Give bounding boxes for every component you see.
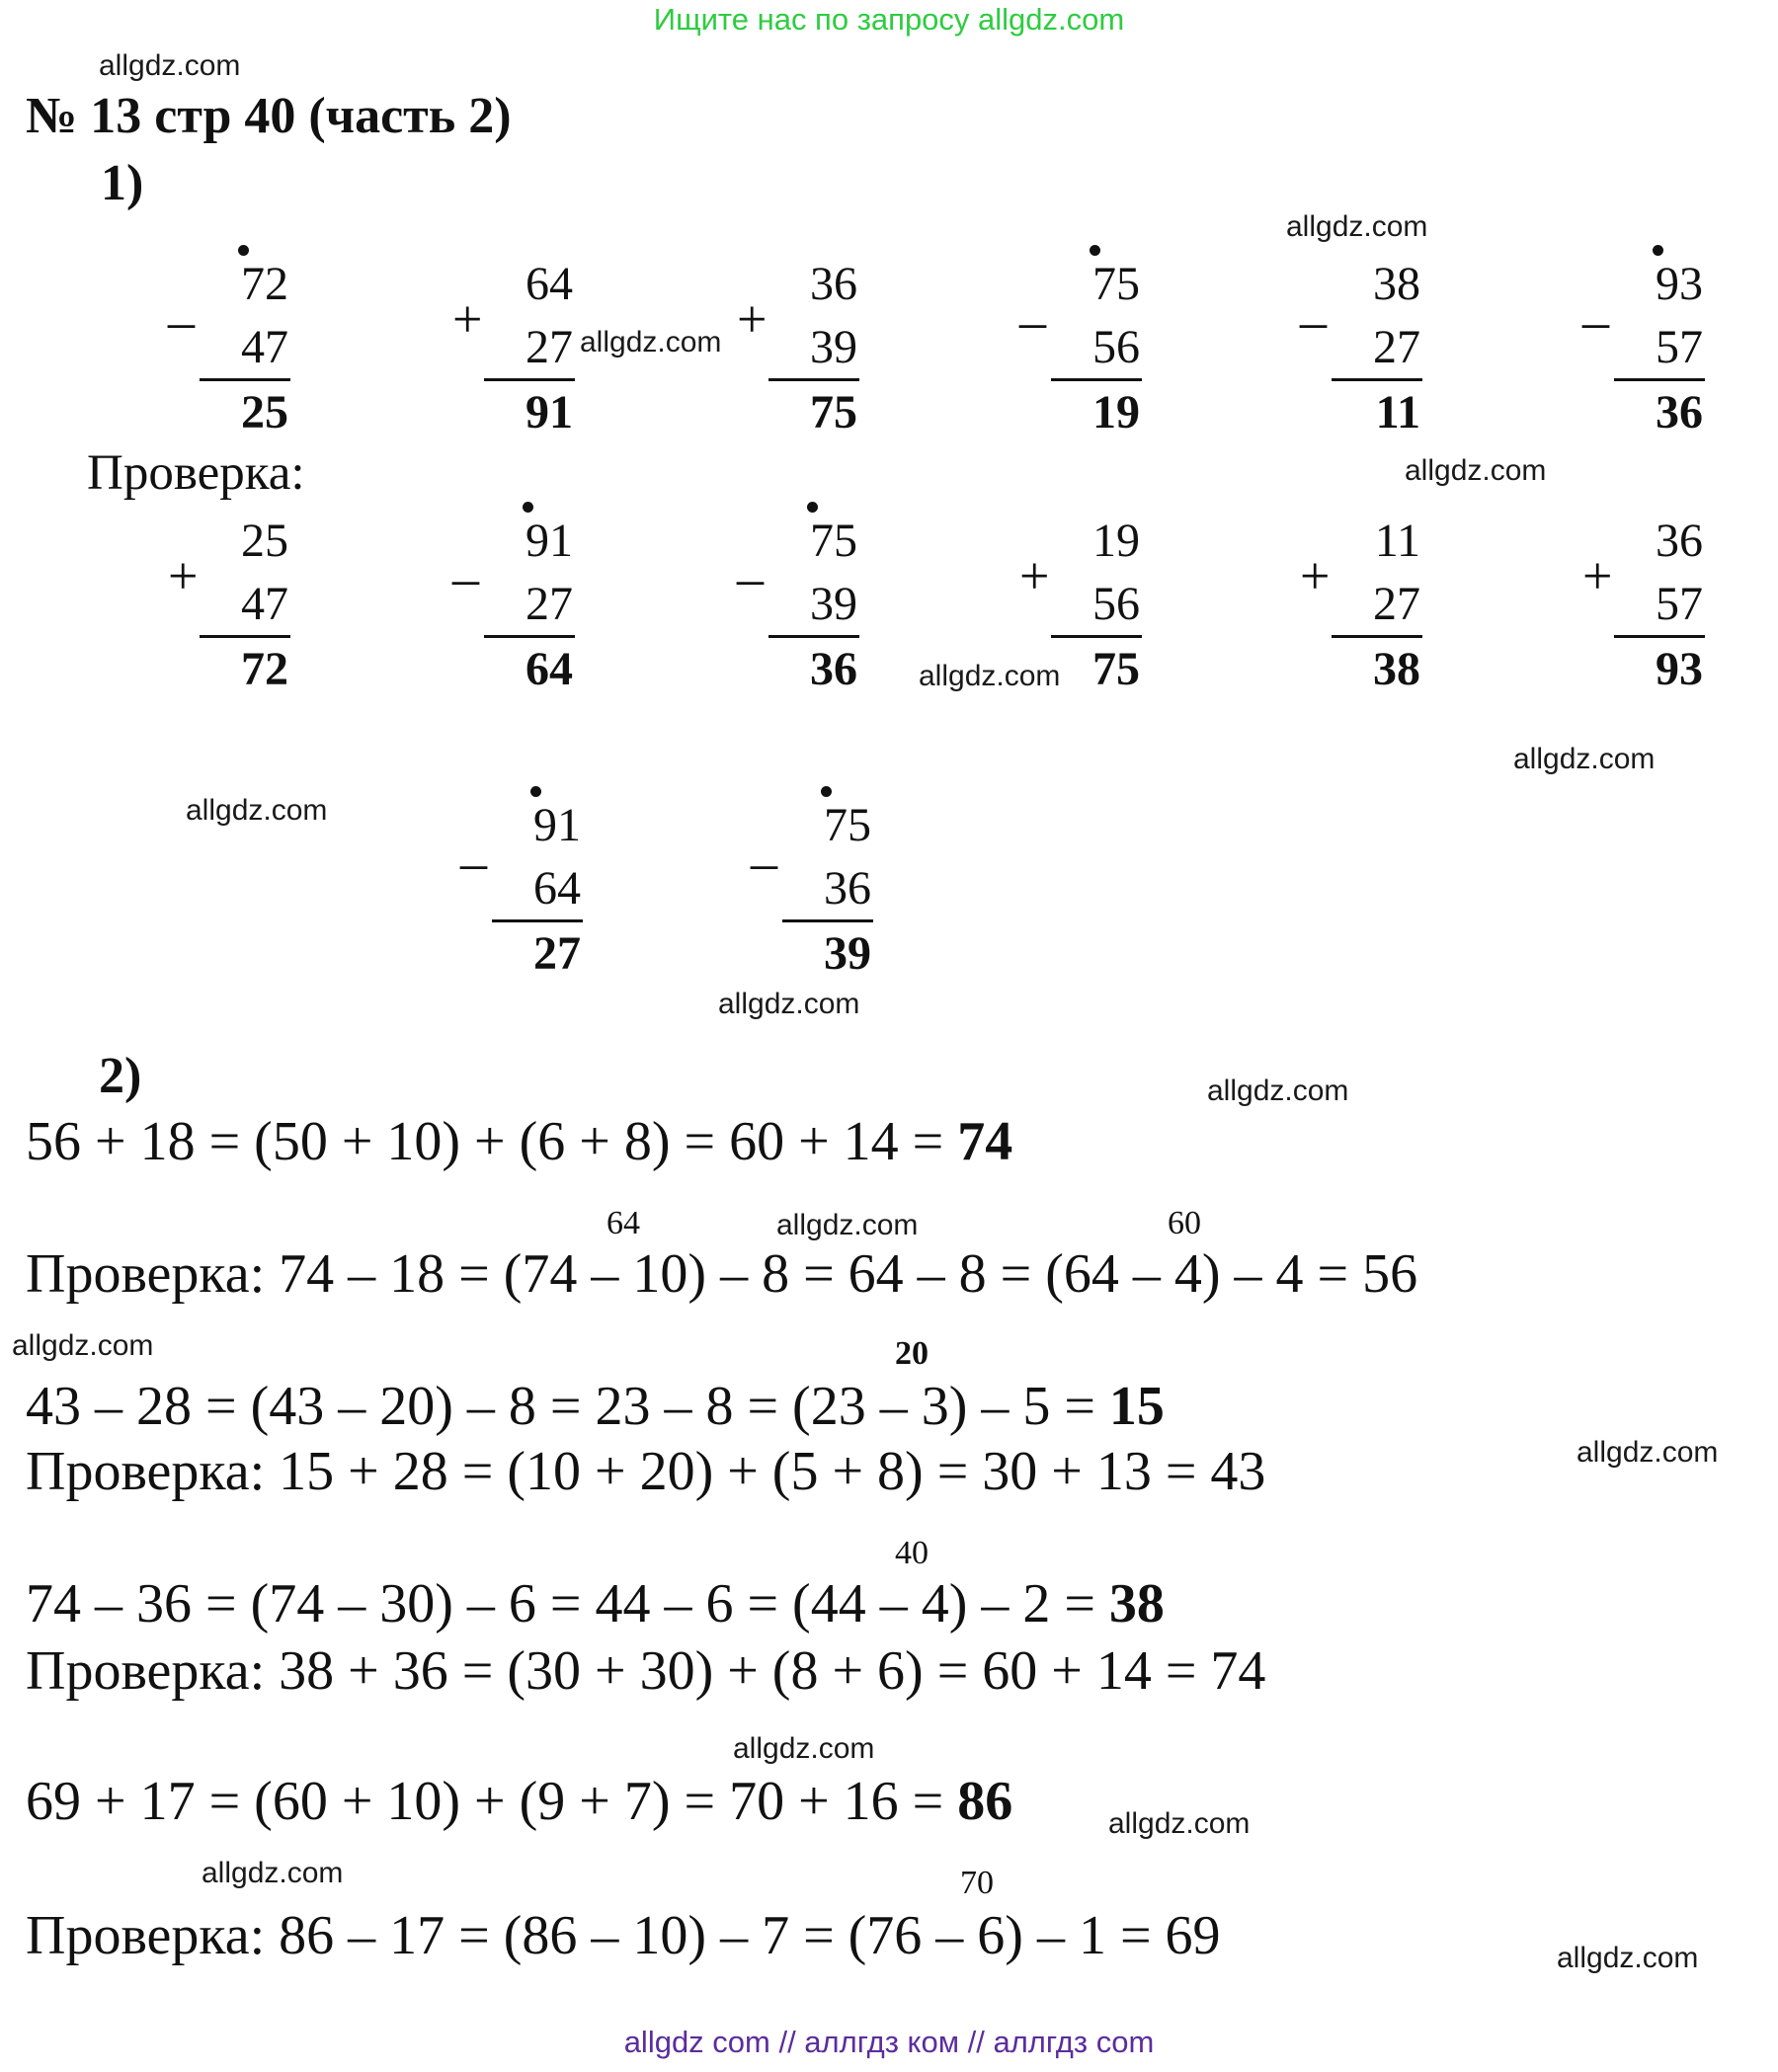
watermark: allgdz.com — [186, 794, 328, 827]
result-line — [768, 635, 859, 638]
operand-top: 36 — [810, 258, 857, 310]
watermark: allgdz.com — [202, 1857, 344, 1889]
check-4: Проверка: 86 – 17 = (86 – 10) – 7 = (76 – 6) – 1 = 69 — [26, 1905, 1221, 1966]
borrow-dot-icon — [530, 786, 541, 797]
result-line — [1332, 635, 1422, 638]
result: 27 — [533, 927, 581, 980]
note-20: 20 — [895, 1335, 929, 1372]
column-calculation — [753, 782, 871, 980]
borrow-dot-icon — [238, 245, 249, 256]
borrow-dot-icon — [821, 786, 832, 797]
result: 25 — [241, 386, 288, 438]
minus-sign: _ — [460, 815, 487, 874]
watermark: allgdz.com — [1576, 1436, 1719, 1469]
result: 38 — [1373, 643, 1420, 695]
result-line — [1051, 378, 1142, 381]
minus-sign: _ — [452, 530, 479, 590]
result: 64 — [525, 643, 573, 695]
result-line — [484, 635, 575, 638]
equation-3: 74 – 36 = (74 – 30) – 6 = 44 – 6 = (44 – 4) – 2 = 38 — [26, 1573, 1165, 1634]
borrow-dot-icon — [1653, 245, 1663, 256]
result-line — [200, 635, 290, 638]
minus-sign: _ — [1582, 274, 1609, 333]
watermark: allgdz.com — [1108, 1807, 1251, 1840]
operand-top: 72 — [241, 258, 288, 310]
column-calculation — [739, 498, 857, 695]
result: 72 — [241, 643, 288, 695]
operand-top: 75 — [1092, 258, 1140, 310]
operand-top: 91 — [533, 799, 581, 851]
operand-top: 64 — [525, 258, 573, 310]
result: 93 — [1656, 643, 1703, 695]
result: 36 — [1656, 386, 1703, 438]
footer-links[interactable]: allgdz com // аллгдз ком // аллгдз com — [623, 2025, 1155, 2059]
operand-top: 75 — [824, 799, 871, 851]
part-1-label: 1) — [101, 155, 144, 211]
watermark: allgdz.com — [580, 326, 722, 359]
borrow-dot-icon — [523, 502, 533, 513]
top-banner[interactable]: Ищите нас по запросу allgdz.com — [653, 2, 1125, 37]
borrow-dot-icon — [807, 502, 818, 513]
page-title: № 13 стр 40 (часть 2) — [26, 88, 512, 144]
minus-sign: _ — [168, 274, 195, 333]
watermark: allgdz.com — [776, 1209, 919, 1241]
column-calculation — [454, 498, 573, 695]
column-calculation — [1584, 241, 1703, 438]
operand-bottom: 36 — [824, 862, 871, 915]
operand-top: 19 — [1092, 515, 1140, 567]
result-line — [492, 919, 583, 922]
result-line — [1614, 378, 1705, 381]
operand-bottom: 57 — [1656, 321, 1703, 373]
operand-bottom: 56 — [1092, 321, 1140, 373]
result-line — [782, 919, 873, 922]
note-70: 70 — [960, 1865, 994, 1901]
result: 91 — [525, 386, 573, 438]
equation-4: 69 + 17 = (60 + 10) + (9 + 7) = 70 + 16 = 86 — [26, 1771, 1013, 1832]
operand-bottom: 39 — [810, 321, 857, 373]
plus-sign: + — [1019, 546, 1050, 605]
minus-sign: _ — [1300, 274, 1327, 333]
operand-top: 75 — [810, 515, 857, 567]
operand-bottom: 57 — [1656, 578, 1703, 630]
note-64: 64 — [606, 1205, 640, 1241]
minus-sign: _ — [751, 815, 777, 874]
column-calculation — [1302, 498, 1420, 695]
operand-bottom: 47 — [241, 321, 288, 373]
column-calculation — [739, 241, 857, 438]
operand-bottom: 27 — [1373, 321, 1420, 373]
result: 19 — [1092, 386, 1140, 438]
check-1: Проверка: 74 – 18 = (74 – 10) – 8 = 64 – 8 = (64 – 4) – 4 = 56 — [26, 1243, 1418, 1305]
plus-sign: + — [452, 289, 483, 349]
result-line — [768, 378, 859, 381]
result-line — [1051, 635, 1142, 638]
part-2-label: 2) — [99, 1048, 142, 1104]
column-calculation — [1584, 498, 1703, 695]
watermark: allgdz.com — [919, 660, 1061, 692]
watermark: allgdz.com — [99, 49, 241, 82]
result: 36 — [810, 643, 857, 695]
result: 39 — [824, 927, 871, 980]
operand-top: 11 — [1374, 515, 1420, 567]
equation-1: 56 + 18 = (50 + 10) + (6 + 8) = 60 + 14 = 74 — [26, 1111, 1013, 1172]
operand-top: 25 — [241, 515, 288, 567]
operand-top: 38 — [1373, 258, 1420, 310]
watermark: allgdz.com — [1513, 743, 1656, 775]
result-line — [1614, 635, 1705, 638]
plus-sign: + — [1300, 546, 1331, 605]
column-calculation — [462, 782, 581, 980]
check-2: Проверка: 15 + 28 = (10 + 20) + (5 + 8) = 30 + 13 = 43 — [26, 1441, 1266, 1502]
result-line — [484, 378, 575, 381]
check-label: Проверка: — [87, 445, 305, 501]
operand-bottom: 39 — [810, 578, 857, 630]
operand-bottom: 47 — [241, 578, 288, 630]
column-calculation — [1021, 241, 1140, 438]
column-calculation — [170, 498, 288, 695]
borrow-dot-icon — [1090, 245, 1100, 256]
result-line — [200, 378, 290, 381]
column-calculation — [170, 241, 288, 438]
watermark: allgdz.com — [718, 988, 860, 1020]
watermark: allgdz.com — [1405, 454, 1547, 487]
plus-sign: + — [1582, 546, 1613, 605]
operand-top: 36 — [1656, 515, 1703, 567]
watermark: allgdz.com — [1557, 1942, 1699, 1974]
operand-bottom: 27 — [1373, 578, 1420, 630]
watermark: allgdz.com — [1286, 210, 1428, 243]
watermark: allgdz.com — [733, 1732, 875, 1765]
operand-bottom: 56 — [1092, 578, 1140, 630]
plus-sign: + — [737, 289, 768, 349]
watermark: allgdz.com — [12, 1329, 154, 1362]
operand-bottom: 27 — [525, 578, 573, 630]
result: 75 — [1092, 643, 1140, 695]
check-3: Проверка: 38 + 36 = (30 + 30) + (8 + 6) = 60 + 14 = 74 — [26, 1640, 1266, 1702]
result: 11 — [1375, 386, 1420, 438]
equation-2: 43 – 28 = (43 – 20) – 8 = 23 – 8 = (23 – 3) – 5 = 15 — [26, 1376, 1165, 1437]
column-calculation — [1302, 241, 1420, 438]
watermark: allgdz.com — [1207, 1075, 1349, 1107]
operand-bottom: 64 — [533, 862, 581, 915]
column-calculation — [454, 241, 573, 438]
operand-top: 93 — [1656, 258, 1703, 310]
plus-sign: + — [168, 546, 199, 605]
minus-sign: _ — [1019, 274, 1046, 333]
operand-bottom: 27 — [525, 321, 573, 373]
operand-top: 91 — [525, 515, 573, 567]
result-line — [1332, 378, 1422, 381]
note-40: 40 — [895, 1535, 929, 1571]
minus-sign: _ — [737, 530, 764, 590]
note-60: 60 — [1168, 1205, 1201, 1241]
result: 75 — [810, 386, 857, 438]
